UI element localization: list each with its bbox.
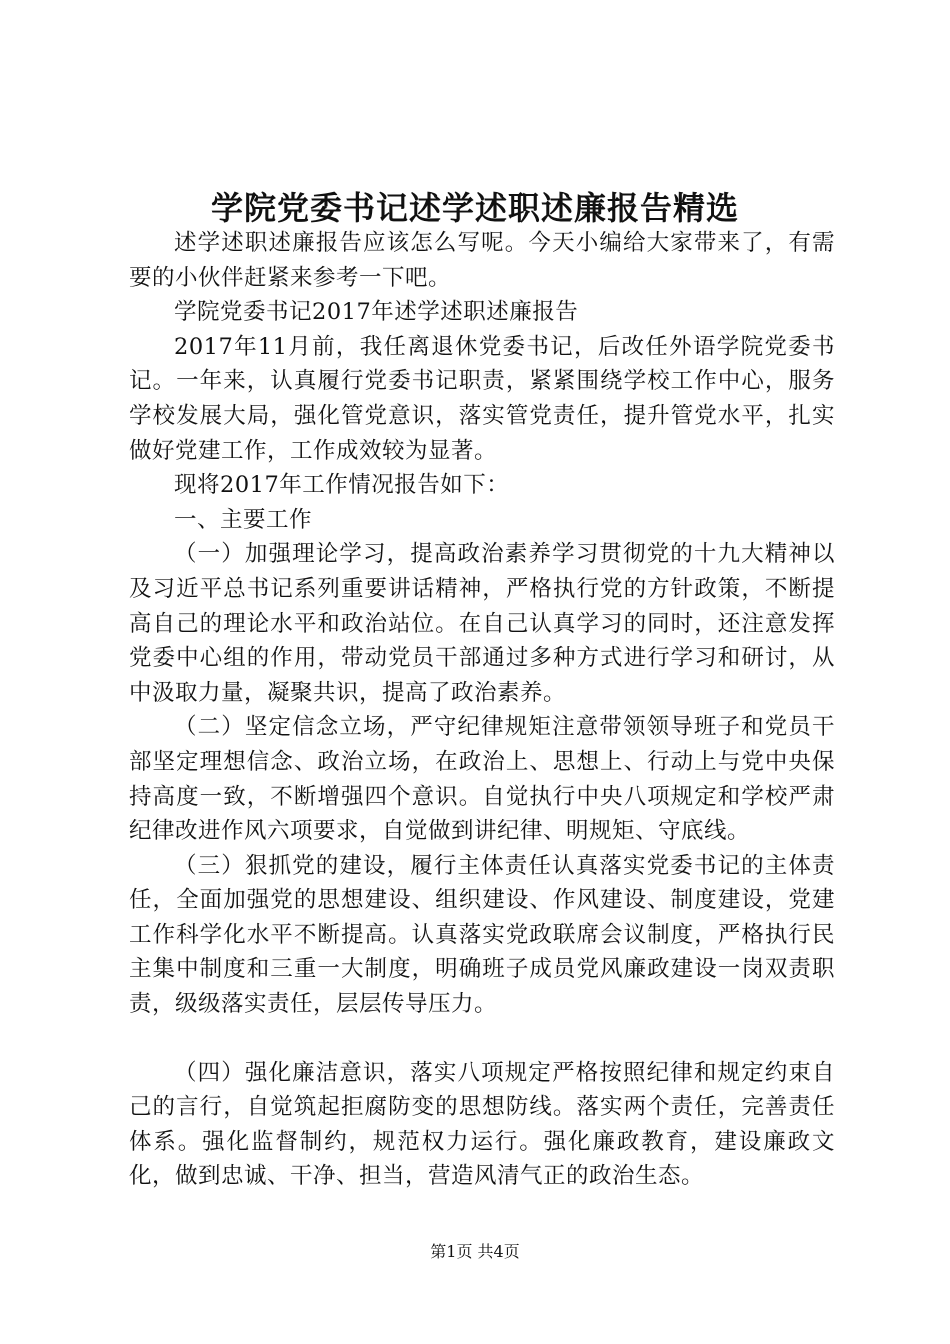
report-subtitle: 学院党委书记2017年述学述职述廉报告 (174, 299, 579, 326)
section-item-3: （三）狠抓党的建设，履行主体责任认真落实党委书记的主体责任，全面加强党的思想建设、组织建设、作风建设、制度建设，党建工作科学化水平不断提高。认真落实党政联席会议制度，严格执行民主集中制度和三重一大制度，明确班子成员党风廉政建设一岗双责职责，级级落实责任，层层传导压力。 (129, 852, 835, 1018)
page-number-footer: 第1页 共4页 (430, 1242, 520, 1261)
report-lead-in: 现将2017年工作情况报告如下： (174, 472, 510, 499)
section-item-1: （一）加强理论学习，提高政治素养学习贯彻党的十九大精神以及习近平总书记系列重要讲话精神，严格执行党的方针政策，不断提高自己的理论水平和政治站位。在自己认真学习的同时，还注意发挥党委中心组的作用，带动党员干部通过多种方式进行学习和研讨，从中汲取力量，凝聚共识，提高了政治素养。 (129, 541, 835, 706)
section-heading-main-work: 一、主要工作 (174, 506, 313, 533)
intro-paragraph: 述学述职述廉报告应该怎么写呢。今天小编给大家带来了，有需要的小伙伴赶紧来参考一下吧。 (129, 230, 835, 291)
section-item-4: （四）强化廉洁意识，落实八项规定严格按照纪律和规定约束自己的言行，自觉筑起拒腐防变的思想防线。落实两个责任，完善责任体系。强化监督制约，规范权力运行。强化廉政教育，建设廉政文化，做到忠诚、干净、担当，营造风清气正的政治生态。 (129, 1059, 835, 1190)
document-body (129, 226, 835, 1194)
section-item-2: （二）坚定信念立场，严守纪律规矩注意带领领导班子和党员干部坚定理想信念、政治立场，在政治上、思想上、行动上与党中央保持高度一致，不断增强四个意识。自觉执行中央八项规定和学校严肃纪律改进作风六项要求，自觉做到讲纪律、明规矩、守底线。 (129, 714, 835, 845)
background-paragraph: 2017年11月前，我任离退休党委书记，后改任外语学院党委书记。一年来，认真履行党委书记职责，紧紧围绕学校工作中心，服务学校发展大局，强化管党意识，落实管党责任，提升管党水平，扎实做好党建工作，工作成效较为显著。 (129, 333, 835, 464)
document-title: 学院党委书记述学述职述廉报告精选 (210, 189, 739, 227)
